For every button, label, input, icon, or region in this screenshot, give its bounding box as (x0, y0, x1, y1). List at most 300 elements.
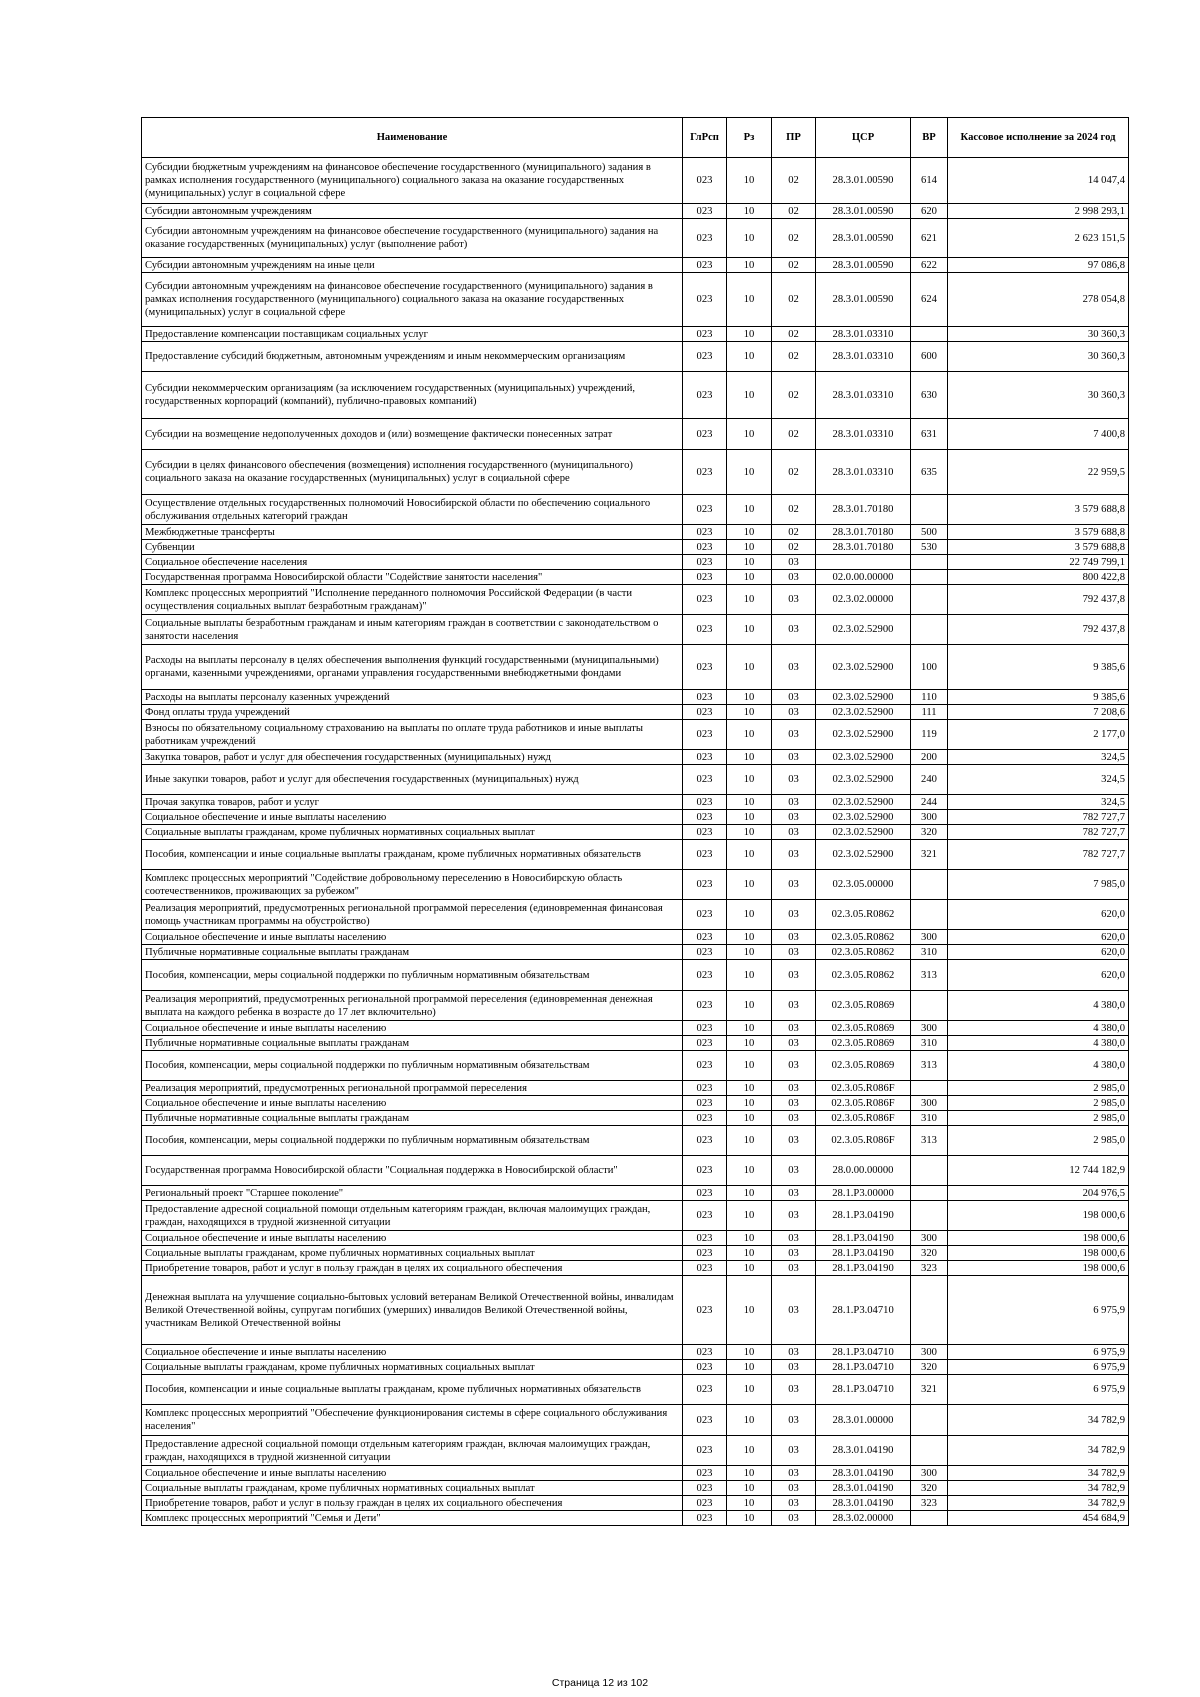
row-sum: 9 385,6 (948, 645, 1129, 690)
row-vr (911, 1276, 948, 1345)
table-row (142, 1021, 1129, 1036)
header-pr: ПР (772, 118, 816, 158)
row-pr: 03 (772, 825, 816, 840)
row-sum: 7 985,0 (948, 870, 1129, 900)
row-vr: 244 (911, 795, 948, 810)
row-name: Денежная выплата на улучшение социально-бытовых условий ветеранам Великой Отечественной войны, инвалидам Великой Отечественной войны, супругам погибших (умерших) инвалидов Великой Отечественной войны, участникам Великой Отечественной войны (142, 1276, 683, 1345)
row-pr: 03 (772, 1231, 816, 1246)
row-vr: 530 (911, 540, 948, 555)
row-sum: 6 975,9 (948, 1375, 1129, 1405)
row-glrsp: 023 (683, 870, 727, 900)
row-sum: 3 579 688,8 (948, 495, 1129, 525)
row-sum: 2 623 151,5 (948, 219, 1129, 258)
row-rz: 10 (727, 690, 772, 705)
row-rz: 10 (727, 945, 772, 960)
table-row (142, 1405, 1129, 1436)
row-pr: 02 (772, 342, 816, 372)
row-pr: 03 (772, 840, 816, 870)
row-csr: 28.3.01.00000 (816, 1405, 911, 1436)
row-name: Социальные выплаты гражданам, кроме публичных нормативных социальных выплат (142, 1246, 683, 1261)
row-name: Субсидии бюджетным учреждениям на финансовое обеспечение государственного (муниципального) задания в рамках исполнения государственного (муниципального) социального заказа на оказание государственных (муниципальных) услуг в социальной сфере (142, 158, 683, 204)
row-rz: 10 (727, 204, 772, 219)
row-sum: 198 000,6 (948, 1201, 1129, 1231)
row-name: Закупка товаров, работ и услуг для обеспечения государственных (муниципальных) нужд (142, 750, 683, 765)
row-glrsp: 023 (683, 525, 727, 540)
row-csr: 28.1.P3.04190 (816, 1246, 911, 1261)
row-pr: 02 (772, 273, 816, 327)
row-name: Государственная программа Новосибирской области "Социальная поддержка в Новосибирской области" (142, 1156, 683, 1186)
row-sum: 454 684,9 (948, 1511, 1129, 1526)
row-sum: 800 422,8 (948, 570, 1129, 585)
table-row (142, 1466, 1129, 1481)
row-pr: 03 (772, 585, 816, 615)
row-glrsp: 023 (683, 1126, 727, 1156)
row-name: Реализация мероприятий, предусмотренных региональной программой переселения (единовременная денежная выплата на каждого ребенка в возрасте до 17 лет включительно) (142, 991, 683, 1021)
row-csr: 02.3.02.52900 (816, 765, 911, 795)
row-glrsp: 023 (683, 372, 727, 419)
table-row (142, 1186, 1129, 1201)
row-rz: 10 (727, 372, 772, 419)
row-rz: 10 (727, 219, 772, 258)
row-csr: 28.1.P3.04190 (816, 1261, 911, 1276)
row-name: Социальное обеспечение и иные выплаты населению (142, 1345, 683, 1360)
row-sum: 4 380,0 (948, 1036, 1129, 1051)
row-vr: 624 (911, 273, 948, 327)
row-name: Предоставление адресной социальной помощи отдельным категориям граждан, включая малоимущих граждан, граждан, находящихся в трудной жизненной ситуации (142, 1436, 683, 1466)
row-name: Пособия, компенсации, меры социальной поддержки по публичным нормативным обязательствам (142, 1126, 683, 1156)
table-row (142, 1126, 1129, 1156)
row-vr (911, 1186, 948, 1201)
row-glrsp: 023 (683, 1051, 727, 1081)
row-sum: 2 985,0 (948, 1111, 1129, 1126)
row-pr: 03 (772, 690, 816, 705)
row-csr: 28.3.01.04190 (816, 1466, 911, 1481)
table-row (142, 750, 1129, 765)
row-pr: 03 (772, 1021, 816, 1036)
row-name: Субсидии автономным учреждениям (142, 204, 683, 219)
row-glrsp: 023 (683, 1156, 727, 1186)
row-pr: 03 (772, 615, 816, 645)
row-sum: 30 360,3 (948, 327, 1129, 342)
row-csr: 28.3.01.04190 (816, 1436, 911, 1466)
row-vr: 200 (911, 750, 948, 765)
row-rz: 10 (727, 1405, 772, 1436)
row-glrsp: 023 (683, 795, 727, 810)
row-name: Расходы на выплаты персоналу казенных учреждений (142, 690, 683, 705)
row-name: Социальные выплаты гражданам, кроме публичных нормативных социальных выплат (142, 1360, 683, 1375)
row-name: Субсидии автономным учреждениям на иные цели (142, 258, 683, 273)
table-row (142, 615, 1129, 645)
table-row (142, 1111, 1129, 1126)
row-pr: 03 (772, 1496, 816, 1511)
row-pr: 03 (772, 795, 816, 810)
row-name: Взносы по обязательному социальному страхованию на выплаты по оплате труда работников и иные выплаты работникам учреждений (142, 720, 683, 750)
table-row (142, 1156, 1129, 1186)
row-sum: 620,0 (948, 930, 1129, 945)
row-rz: 10 (727, 158, 772, 204)
row-csr: 28.3.01.03310 (816, 450, 911, 495)
row-name: Публичные нормативные социальные выплаты гражданам (142, 1036, 683, 1051)
row-rz: 10 (727, 1186, 772, 1201)
row-vr (911, 327, 948, 342)
table-row (142, 327, 1129, 342)
row-glrsp: 023 (683, 930, 727, 945)
row-vr: 600 (911, 342, 948, 372)
row-csr: 02.3.05.R086F (816, 1111, 911, 1126)
row-rz: 10 (727, 1360, 772, 1375)
row-vr (911, 1405, 948, 1436)
row-rz: 10 (727, 720, 772, 750)
row-csr: 02.3.02.52900 (816, 690, 911, 705)
row-csr: 02.3.05.R0869 (816, 1021, 911, 1036)
row-rz: 10 (727, 258, 772, 273)
table-row (142, 158, 1129, 204)
table-row (142, 585, 1129, 615)
row-csr: 02.3.05.R0869 (816, 991, 911, 1021)
row-sum: 34 782,9 (948, 1436, 1129, 1466)
row-pr: 03 (772, 1186, 816, 1201)
row-rz: 10 (727, 750, 772, 765)
row-glrsp: 023 (683, 1021, 727, 1036)
row-glrsp: 023 (683, 158, 727, 204)
row-vr (911, 1511, 948, 1526)
row-pr: 03 (772, 1405, 816, 1436)
row-csr: 28.3.01.70180 (816, 540, 911, 555)
row-name: Комплекс процессных мероприятий "Семья и Дети" (142, 1511, 683, 1526)
table-row (142, 273, 1129, 327)
table-row (142, 450, 1129, 495)
row-csr: 28.3.01.04190 (816, 1481, 911, 1496)
row-name: Социальное обеспечение и иные выплаты населению (142, 810, 683, 825)
row-csr: 02.3.02.52900 (816, 705, 911, 720)
table-row (142, 1036, 1129, 1051)
table-row (142, 495, 1129, 525)
row-csr: 02.3.05.R0862 (816, 960, 911, 991)
table-row (142, 1261, 1129, 1276)
row-vr: 300 (911, 930, 948, 945)
row-rz: 10 (727, 419, 772, 450)
row-pr: 03 (772, 810, 816, 825)
table-row (142, 1345, 1129, 1360)
row-vr: 320 (911, 1360, 948, 1375)
row-glrsp: 023 (683, 840, 727, 870)
row-vr (911, 900, 948, 930)
table-row (142, 372, 1129, 419)
row-csr: 02.3.05.R0869 (816, 1036, 911, 1051)
row-vr: 313 (911, 1051, 948, 1081)
row-rz: 10 (727, 825, 772, 840)
row-name: Публичные нормативные социальные выплаты гражданам (142, 1111, 683, 1126)
row-rz: 10 (727, 1375, 772, 1405)
row-sum: 22 959,5 (948, 450, 1129, 495)
row-vr: 300 (911, 810, 948, 825)
row-sum: 782 727,7 (948, 810, 1129, 825)
table-row (142, 1231, 1129, 1246)
row-sum: 9 385,6 (948, 690, 1129, 705)
row-sum: 7 400,8 (948, 419, 1129, 450)
row-sum: 6 975,9 (948, 1345, 1129, 1360)
table-row (142, 960, 1129, 991)
row-sum: 30 360,3 (948, 372, 1129, 419)
row-vr: 300 (911, 1021, 948, 1036)
row-sum: 14 047,4 (948, 158, 1129, 204)
row-sum: 620,0 (948, 945, 1129, 960)
row-glrsp: 023 (683, 555, 727, 570)
row-pr: 02 (772, 258, 816, 273)
row-pr: 03 (772, 1201, 816, 1231)
row-pr: 03 (772, 960, 816, 991)
row-vr: 320 (911, 1246, 948, 1261)
row-csr: 28.1.P3.04190 (816, 1201, 911, 1231)
row-sum: 324,5 (948, 750, 1129, 765)
row-vr (911, 870, 948, 900)
row-rz: 10 (727, 900, 772, 930)
row-sum: 22 749 799,1 (948, 555, 1129, 570)
table-row (142, 1276, 1129, 1345)
row-pr: 03 (772, 991, 816, 1021)
row-pr: 03 (772, 1360, 816, 1375)
row-name: Государственная программа Новосибирской области "Содействие занятости населения" (142, 570, 683, 585)
table-row (142, 419, 1129, 450)
row-glrsp: 023 (683, 1345, 727, 1360)
table-body (142, 158, 1129, 1526)
row-rz: 10 (727, 273, 772, 327)
row-glrsp: 023 (683, 419, 727, 450)
row-vr: 110 (911, 690, 948, 705)
row-pr: 03 (772, 1511, 816, 1526)
row-glrsp: 023 (683, 1231, 727, 1246)
row-rz: 10 (727, 1231, 772, 1246)
table-row (142, 1246, 1129, 1261)
row-pr: 02 (772, 204, 816, 219)
row-vr (911, 1201, 948, 1231)
row-rz: 10 (727, 991, 772, 1021)
row-name: Реализация мероприятий, предусмотренных региональной программой переселения (единовременная финансовая помощь участникам программы на обустройство) (142, 900, 683, 930)
row-sum: 198 000,6 (948, 1261, 1129, 1276)
row-rz: 10 (727, 540, 772, 555)
row-rz: 10 (727, 495, 772, 525)
row-glrsp: 023 (683, 720, 727, 750)
row-name: Иные закупки товаров, работ и услуг для обеспечения государственных (муниципальных) нужд (142, 765, 683, 795)
row-rz: 10 (727, 765, 772, 795)
row-sum: 2 998 293,1 (948, 204, 1129, 219)
row-sum: 4 380,0 (948, 991, 1129, 1021)
row-rz: 10 (727, 570, 772, 585)
table-row (142, 645, 1129, 690)
table-row (142, 525, 1129, 540)
row-sum: 324,5 (948, 795, 1129, 810)
row-name: Субсидии в целях финансового обеспечения (возмещения) исполнения государственного (муниципального) социального заказа на оказание государственных (муниципальных) услуг в социальной сфере (142, 450, 683, 495)
table-row (142, 690, 1129, 705)
row-vr: 320 (911, 825, 948, 840)
table-row (142, 795, 1129, 810)
row-csr: 02.3.05.R086F (816, 1096, 911, 1111)
row-csr: 28.1.P3.04710 (816, 1276, 911, 1345)
row-csr: 28.3.01.00590 (816, 258, 911, 273)
row-pr: 03 (772, 1051, 816, 1081)
table-row (142, 840, 1129, 870)
row-name: Субвенции (142, 540, 683, 555)
row-pr: 03 (772, 705, 816, 720)
row-name: Социальное обеспечение и иные выплаты населению (142, 1021, 683, 1036)
row-rz: 10 (727, 870, 772, 900)
row-csr: 02.3.05.R0862 (816, 945, 911, 960)
row-name: Региональный проект "Старшее поколение" (142, 1186, 683, 1201)
row-pr: 03 (772, 570, 816, 585)
row-rz: 10 (727, 810, 772, 825)
table-row (142, 930, 1129, 945)
row-sum: 3 579 688,8 (948, 540, 1129, 555)
row-glrsp: 023 (683, 342, 727, 372)
row-glrsp: 023 (683, 765, 727, 795)
row-csr: 28.0.00.00000 (816, 1156, 911, 1186)
row-vr (911, 495, 948, 525)
row-name: Осуществление отдельных государственных полномочий Новосибирской области по обеспечению социального обслуживания отдельных категорий граждан (142, 495, 683, 525)
row-pr: 03 (772, 1081, 816, 1096)
row-glrsp: 023 (683, 1246, 727, 1261)
row-pr: 03 (772, 555, 816, 570)
row-glrsp: 023 (683, 1096, 727, 1111)
row-glrsp: 023 (683, 945, 727, 960)
row-csr: 28.3.02.00000 (816, 1511, 911, 1526)
row-glrsp: 023 (683, 1496, 727, 1511)
row-pr: 03 (772, 1126, 816, 1156)
row-pr: 02 (772, 158, 816, 204)
row-sum: 2 985,0 (948, 1096, 1129, 1111)
row-rz: 10 (727, 1276, 772, 1345)
row-vr (911, 570, 948, 585)
row-name: Пособия, компенсации и иные социальные выплаты гражданам, кроме публичных нормативных обязательств (142, 840, 683, 870)
row-sum: 620,0 (948, 900, 1129, 930)
row-pr: 03 (772, 945, 816, 960)
row-vr: 111 (911, 705, 948, 720)
row-rz: 10 (727, 1201, 772, 1231)
row-rz: 10 (727, 585, 772, 615)
row-name: Субсидии автономным учреждениям на финансовое обеспечение государственного (муниципального) задания в рамках исполнения государственного (муниципального) социального заказа на оказание государственных (муниципальных) услуг в социальной сфере (142, 273, 683, 327)
row-pr: 03 (772, 1156, 816, 1186)
row-name: Субсидии автономным учреждениям на финансовое обеспечение государственного (муниципального) задания на оказание государственных (муниципальных) услуг (выполнение работ) (142, 219, 683, 258)
row-csr: 02.3.05.R0869 (816, 1051, 911, 1081)
row-rz: 10 (727, 840, 772, 870)
row-vr: 630 (911, 372, 948, 419)
row-sum: 782 727,7 (948, 840, 1129, 870)
row-name: Социальные выплаты гражданам, кроме публичных нормативных социальных выплат (142, 825, 683, 840)
row-pr: 02 (772, 525, 816, 540)
row-rz: 10 (727, 1246, 772, 1261)
row-glrsp: 023 (683, 1276, 727, 1345)
row-sum: 620,0 (948, 960, 1129, 991)
row-sum: 2 985,0 (948, 1126, 1129, 1156)
row-glrsp: 023 (683, 1511, 727, 1526)
row-csr (816, 555, 911, 570)
row-glrsp: 023 (683, 705, 727, 720)
row-pr: 02 (772, 372, 816, 419)
row-csr: 02.3.02.52900 (816, 645, 911, 690)
row-rz: 10 (727, 1481, 772, 1496)
row-glrsp: 023 (683, 1111, 727, 1126)
row-vr: 100 (911, 645, 948, 690)
table-row (142, 825, 1129, 840)
table-row (142, 219, 1129, 258)
row-name: Приобретение товаров, работ и услуг в пользу граждан в целях их социального обеспечения (142, 1496, 683, 1511)
table-row (142, 1096, 1129, 1111)
table-row (142, 1496, 1129, 1511)
row-name: Пособия, компенсации, меры социальной поддержки по публичным нормативным обязательствам (142, 1051, 683, 1081)
row-csr: 28.3.01.70180 (816, 525, 911, 540)
row-pr: 03 (772, 930, 816, 945)
row-sum: 204 976,5 (948, 1186, 1129, 1201)
row-rz: 10 (727, 930, 772, 945)
row-sum: 4 380,0 (948, 1021, 1129, 1036)
row-rz: 10 (727, 342, 772, 372)
row-glrsp: 023 (683, 450, 727, 495)
table-row (142, 720, 1129, 750)
row-rz: 10 (727, 1261, 772, 1276)
row-csr: 02.3.05.R0862 (816, 930, 911, 945)
row-vr: 300 (911, 1096, 948, 1111)
row-sum: 34 782,9 (948, 1466, 1129, 1481)
row-name: Пособия, компенсации и иные социальные выплаты гражданам, кроме публичных нормативных обязательств (142, 1375, 683, 1405)
row-pr: 02 (772, 450, 816, 495)
table-row (142, 1436, 1129, 1466)
row-vr: 310 (911, 945, 948, 960)
row-glrsp: 023 (683, 1081, 727, 1096)
row-glrsp: 023 (683, 540, 727, 555)
row-glrsp: 023 (683, 258, 727, 273)
row-csr: 28.3.01.70180 (816, 495, 911, 525)
row-csr: 28.3.01.00590 (816, 158, 911, 204)
row-name: Пособия, компенсации, меры социальной поддержки по публичным нормативным обязательствам (142, 960, 683, 991)
row-sum: 324,5 (948, 765, 1129, 795)
row-glrsp: 023 (683, 273, 727, 327)
row-glrsp: 023 (683, 1375, 727, 1405)
row-pr: 03 (772, 1276, 816, 1345)
table-row (142, 991, 1129, 1021)
table-row (142, 204, 1129, 219)
row-csr: 02.3.02.00000 (816, 585, 911, 615)
row-vr (911, 585, 948, 615)
row-vr: 321 (911, 840, 948, 870)
row-csr: 28.3.01.00590 (816, 204, 911, 219)
row-glrsp: 023 (683, 900, 727, 930)
row-rz: 10 (727, 1345, 772, 1360)
row-pr: 03 (772, 1436, 816, 1466)
row-pr: 03 (772, 1096, 816, 1111)
table-row (142, 870, 1129, 900)
row-glrsp: 023 (683, 1186, 727, 1201)
row-pr: 02 (772, 495, 816, 525)
row-csr: 02.3.02.52900 (816, 615, 911, 645)
row-sum: 4 380,0 (948, 1051, 1129, 1081)
row-name: Реализация мероприятий, предусмотренных региональной программой переселения (142, 1081, 683, 1096)
row-pr: 03 (772, 1481, 816, 1496)
row-glrsp: 023 (683, 495, 727, 525)
table-row (142, 258, 1129, 273)
budget-execution-table (141, 117, 1129, 1526)
row-sum: 792 437,8 (948, 615, 1129, 645)
row-glrsp: 023 (683, 960, 727, 991)
row-vr: 300 (911, 1345, 948, 1360)
row-name: Расходы на выплаты персоналу в целях обеспечения выполнения функций государственными (муниципальными) органами, казенными учреждениями, органами управления государственными внебюджетными фондами (142, 645, 683, 690)
row-name: Социальное обеспечение и иные выплаты населению (142, 930, 683, 945)
row-pr: 03 (772, 1246, 816, 1261)
row-pr: 03 (772, 645, 816, 690)
row-name: Предоставление субсидий бюджетным, автономным учреждениям и иным некоммерческим организациям (142, 342, 683, 372)
row-pr: 03 (772, 720, 816, 750)
table-row (142, 900, 1129, 930)
row-csr: 28.3.01.03310 (816, 419, 911, 450)
row-glrsp: 023 (683, 1436, 727, 1466)
